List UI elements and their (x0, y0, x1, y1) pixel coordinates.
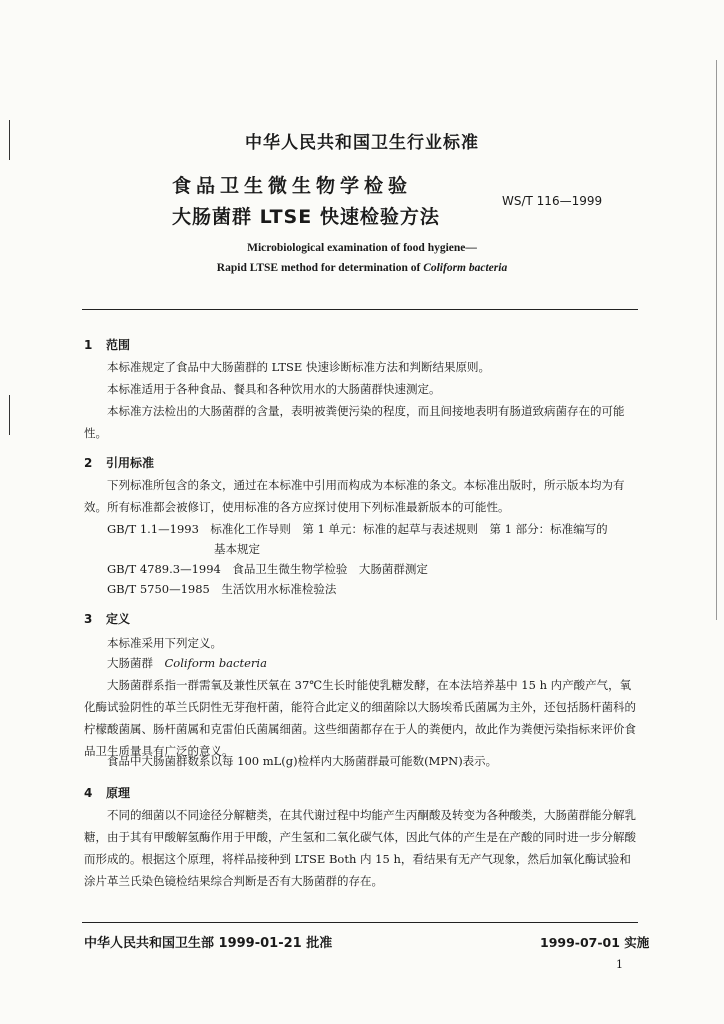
section-3-heading (84, 610, 130, 627)
effective-date: 1999-07-01 实施 (540, 935, 650, 950)
section-2-paragraph-1: 下列标准所包含的条文，通过在本标准中引用而构成为本标准的条文。本标准出版时，所示版本均为有效。所有标准都会被修订，使用标准的各方应探讨使用下列标准最新版本的可能性。 (84, 478, 625, 514)
section-title: 定义 (106, 612, 131, 626)
document-title-line1: 食品卫生微生物学检验 (172, 175, 413, 197)
left-edge-mark (9, 395, 10, 435)
english-title-italic: Coliform bacteria (423, 262, 508, 274)
section-1-heading (84, 336, 130, 353)
english-title-prefix: Rapid LTSE method for determination of (216, 262, 424, 274)
section-title: 原理 (106, 786, 131, 800)
reference-gb-t-1-1-line2: 基本规定 (214, 542, 260, 556)
issuing-organization: 中华人民共和国卫生行业标准 (245, 133, 479, 153)
term-english: Coliform bacteria (164, 656, 267, 670)
section-1-paragraph-1: 本标准规定了食品中大肠菌群的 LTSE 快速诊断标准方法和判断结果原则。 (107, 360, 490, 374)
section-number: 2 (84, 456, 93, 470)
section-1-paragraph-3: 本标准方法检出的大肠菌群的含量，表明被粪便污染的程度，而且间接地表明有肠道致病菌存在的可能性。 (84, 404, 625, 440)
section-3-definition: 大肠菌群系指一群需氧及兼性厌氧在 37℃生长时能使乳糖发酵，在本法培养基中 15 h 内产酸产气，氧化酶试验阴性的革兰氏阴性无芽孢杆菌，能符合此定义的细菌除以大肠埃希氏菌属为主外，还包括肠杆菌科的柠檬酸菌属、肠杆菌属和克雷伯氏菌属细菌。这些细菌都存在于人的粪便内，故此作为粪便污染指标来评价食品卫生质量具有广泛的意义。 (84, 678, 636, 758)
definition-term (107, 652, 267, 674)
footer-divider (82, 922, 638, 923)
section-4-paragraph-1: 不同的细菌以不同途径分解糖类，在其代谢过程中均能产生丙酮酸及转变为各种酸类，大肠菌群能分解乳糖，由于其有甲酸解氢酶作用于甲酸，产生氢和二氧化碳气体，因此气体的产生是在产酸的同时进一步分解酸而形成的。根据这个原理，将样品接种到 LTSE Both 内 15 h，看结果有无产气现象，然后加氧化酶试验和涂片革兰氏染色镜检结果综合判断是否有大肠菌群的存在。 (84, 808, 636, 888)
term-chinese: 大肠菌群 (107, 656, 153, 670)
section-number: 3 (84, 612, 93, 626)
section-title: 引用标准 (106, 456, 155, 470)
section-title: 范围 (106, 338, 131, 352)
english-title-line2 (0, 262, 724, 274)
page-number: 1 (616, 958, 623, 971)
section-3-paragraph-1: 本标准采用下列定义。 (107, 636, 222, 650)
reference-gb-t-4789-3: GB/T 4789.3—1994 食品卫生微生物学检验 大肠菌群测定 (107, 562, 428, 576)
english-title-line1: Microbiological examination of food hygiene— (247, 242, 477, 254)
section-number: 4 (84, 786, 93, 800)
header-divider (82, 309, 638, 310)
reference-gb-t-5750: GB/T 5750—1985 生活饮用水标准检验法 (107, 582, 337, 596)
approval-date: 中华人民共和国卫生部 1999-01-21 批准 (84, 936, 333, 951)
section-1-paragraph-2: 本标准适用于各种食品、餐具和各种饮用水的大肠菌群快速测定。 (107, 382, 441, 396)
section-number: 1 (84, 338, 93, 352)
document-title-line2: 大肠菌群 LTSE 快速检验方法 (172, 206, 440, 228)
section-4-heading (84, 784, 130, 801)
section-2-heading (84, 454, 154, 471)
section-3-paragraph-3: 食品中大肠菌群数系以每 100 mL(g)检样内大肠菌群最可能数(MPN)表示。 (107, 754, 498, 768)
standard-number: WS/T 116—1999 (502, 194, 603, 208)
reference-gb-t-1-1-line1: GB/T 1.1—1993 标准化工作导则 第 1 单元：标准的起草与表述规则 第 1 部分：标准编写的 (107, 522, 608, 536)
